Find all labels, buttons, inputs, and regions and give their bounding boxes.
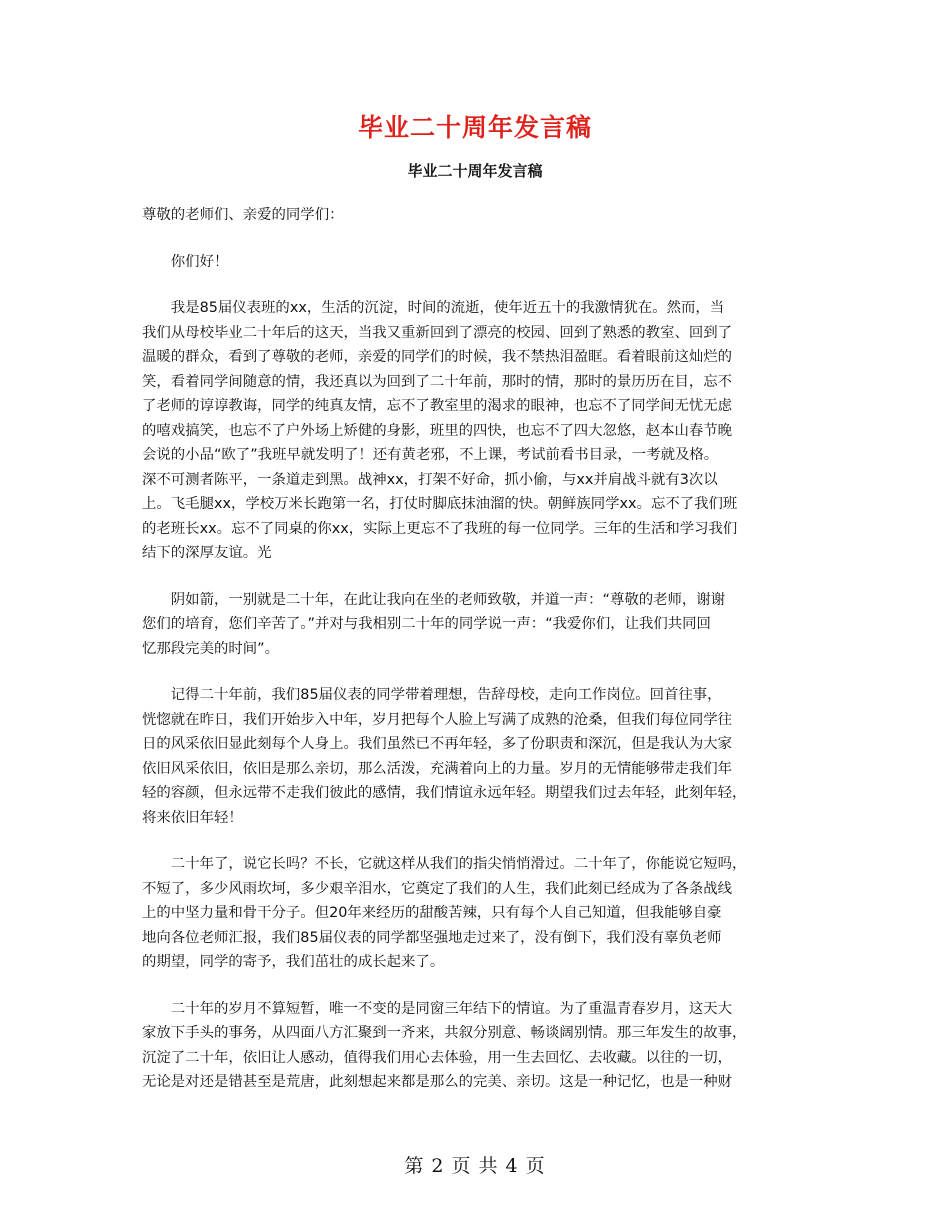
paragraph-spacer [142,274,818,296]
paragraph-line: 我们从母校毕业二十年后的这天，当我又重新回到了漂亮的校园、回到了熟悉的教室、回到了 [142,324,733,341]
paragraph-spacer [142,566,818,588]
paragraph-line: 你们好！ [142,253,229,270]
paragraph-line: 上。飞毛腿xx，学校万米长跑第一名，打仗时脚底抹油溜的快。朝鲜族同学xx。忘不了我们班 [142,496,738,512]
paragraph-line: 的老班长xx。忘不了同桌的你xx，实际上更忘不了我班的每一位同学。三年的生活和学习我们 [142,520,738,537]
paragraph-line: 二十年的岁月不算短暂，唯一不变的是同窗三年结下的情谊。为了重温青春岁月，这天大 [142,1000,733,1017]
paragraph-line: 温暖的群众，看到了尊敬的老师，亲爱的同学们的时候，我不禁热泪盈眶。看着眼前这灿烂的 [142,349,733,365]
paragraph-line: 沉淀了二十年，依旧让人感动，值得我们用心去体验，用一生去回忆、去收藏。以往的一切， [142,1049,733,1066]
paragraph-line: 轻的容颜，但永远带不走我们彼此的感情，我们情谊永远年轻。期望我们过去年轻，此刻年轻， [142,785,747,801]
paragraph-line: 阴如箭，一别就是二十年，在此让我向在坐的老师致敬，并道一声：“尊敬的老师，谢谢 [142,591,726,608]
paragraph-line: 忆那段完美的时间”。 [142,640,279,657]
document-subtitle: 毕业二十周年发言稿 [407,162,543,180]
paragraph-line: 深不可测者陈平，一条道走到黑。战神xx，打架不好命，抓小偷，与xx并肩战斗就有3次以 [142,471,718,488]
paragraph-spacer [142,661,818,683]
paragraph-line: 依旧风采依旧，依旧是那么亲切，那么活泼，充满着向上的力量。岁月的无情能够带走我们年 [142,760,733,777]
paragraph-line: 家放下手头的事务，从四面八方汇聚到一齐来，共叙分别意、畅谈阔别情。那三年发生的故事， [142,1025,747,1041]
paragraph-line: 我是85届仪表班的xx，生活的沉淀，时间的流逝，使年近五十的我激情犹在。然而，当 [142,300,725,316]
paragraph-line: 不短了，多少风雨坎坷，多少艰辛泪水，它奠定了我们的人生，我们此刻已经成为了各条战线 [142,880,733,897]
paragraph-spacer [142,975,818,997]
paragraph-line: 尊敬的老师们、亲爱的同学们： [142,207,344,223]
paragraph [142,588,818,662]
paragraph-line: 地向各位老师汇报，我们85届仪表的同学都坚强地走过来了，没有倒下，我们没有辜负老师 [142,929,722,946]
paragraph-line: 的期望，同学的寄予，我们茁壮的成长起来了。 [142,954,445,970]
document-body [142,203,818,1095]
paragraph-line: 了老师的谆谆教诲，同学的纯真友情，忘不了教室里的渴求的眼神，也忘不了同学间无忧无虑 [142,398,733,414]
paragraph-line: 会说的小品“欧了”我班早就发明了！还有黄老邪，不上课，考试前看书目录，一考就及格。 [142,447,719,463]
paragraph-spacer [142,228,818,250]
paragraph-line: 无论是对还是错甚至是荒唐，此刻想起来都是那么的完美、亲切。这是一种记忆，也是一种财 [142,1074,733,1090]
paragraph [142,997,818,1095]
paragraph [142,683,818,830]
paragraph [142,203,818,228]
paragraph-line: 记得二十年前，我们85届仪表的同学带着理想，告辞母校，走向工作岗位。回首往事， [142,687,722,703]
paragraph-line: 的嘻戏搞笑，也忘不了户外场上矫健的身影，班里的四快，也忘不了四大忽悠，赵本山春节晚 [142,422,733,439]
paragraph-line: 上的中坚力量和骨干分子。但20年来经历的甜酸苦辣，只有每个人自己知道，但我能够自豪 [142,905,722,921]
paragraph [142,250,818,275]
paragraph [142,296,818,566]
document-title: 毕业二十周年发言稿 [357,113,592,142]
paragraph-line: 恍惚就在昨日，我们开始步入中年，岁月把每个人脸上写满了成熟的沧桑，但我们每位同学往 [142,711,733,728]
paragraph-line: 二十年了，说它长吗？不长，它就这样从我们的指尖悄悄滑过。二十年了，你能说它短吗， [142,856,747,872]
paragraph-line: 将来依旧年轻！ [142,809,243,826]
paragraph-line: 笑，看着同学间随意的情，我还真以为回到了二十年前，那时的情，那时的景历历在目，忘不 [142,373,733,390]
paragraph-line: 结下的深厚友谊。光 [142,545,272,561]
paragraph [142,852,818,975]
paragraph-line: 您们的培育，您们辛苦了。”并对与我相别二十年的同学说一声：“我爱你们，让我们共同回 [142,616,711,632]
paragraph-line: 日的风采依旧显此刻每个人身上。我们虽然已不再年轻，多了份职责和深沉，但是我认为大家 [142,736,733,752]
page-number-footer: 第 2 页 共 4 页 [404,1155,546,1177]
paragraph-spacer [142,830,818,852]
